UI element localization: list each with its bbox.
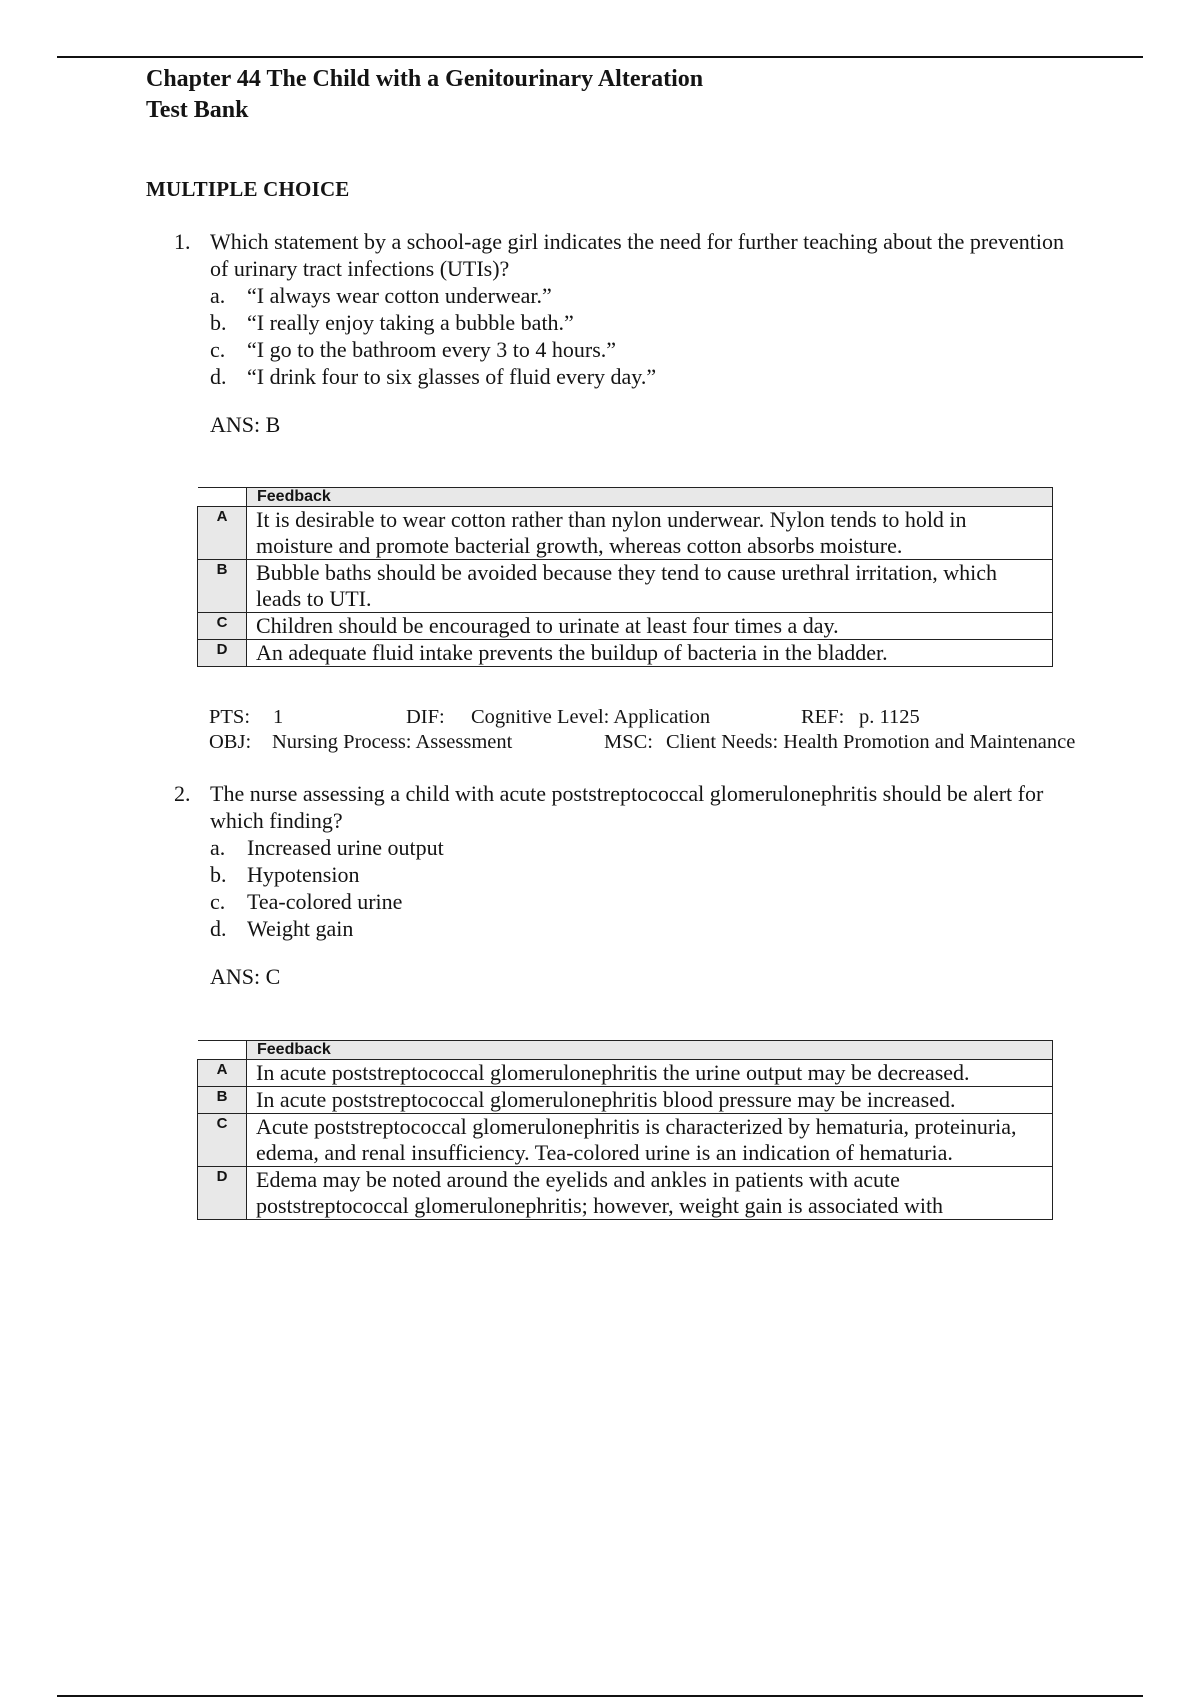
option-letter: b. xyxy=(210,862,227,887)
feedback-letter: B xyxy=(198,1087,247,1114)
question-text: The nurse assessing a child with acute poststreptococcal glomerulonephritis should be alert for which finding? xyxy=(210,781,1044,833)
dif-label: DIF: xyxy=(406,706,445,728)
option-letter: d. xyxy=(210,916,227,941)
obj-value: Nursing Process: Assessment xyxy=(272,731,513,753)
question-number: 1. xyxy=(174,229,191,254)
bottom-rule xyxy=(57,1695,1143,1697)
question-number: 2. xyxy=(174,781,191,806)
option-a xyxy=(210,834,1074,861)
feedback-header-row xyxy=(198,1041,1053,1060)
answer-key: ANS: C xyxy=(210,964,281,989)
feedback-table xyxy=(197,487,1053,667)
option-text: Increased urine output xyxy=(247,835,444,860)
option-letter: b. xyxy=(210,310,227,335)
feedback-header: Feedback xyxy=(247,488,1053,507)
option-b xyxy=(210,861,1074,888)
question-stem xyxy=(174,780,1074,834)
feedback-text: In acute poststreptococcal glomerulonephritis blood pressure may be increased. xyxy=(247,1087,1053,1114)
feedback-letter: D xyxy=(198,1167,247,1220)
ref-value: p. 1125 xyxy=(859,706,920,728)
option-letter: d. xyxy=(210,364,227,389)
option-b xyxy=(210,309,1074,336)
option-c xyxy=(210,336,1074,363)
feedback-letter: D xyxy=(198,640,247,667)
title-line-2: Test Bank xyxy=(146,97,249,123)
option-a xyxy=(210,282,1074,309)
header-blank-cell xyxy=(198,1041,247,1060)
feedback-text: Bubble baths should be avoided because they tend to cause urethral irritation, which leads to UTI. xyxy=(247,560,1053,613)
feedback-letter: C xyxy=(198,613,247,640)
option-letter: c. xyxy=(210,337,226,362)
pts-label: PTS: xyxy=(209,706,251,728)
msc-label: MSC: xyxy=(604,731,653,753)
option-d xyxy=(210,363,1074,390)
option-text: Weight gain xyxy=(247,916,354,941)
feedback-letter: C xyxy=(198,1114,247,1167)
feedback-row-b xyxy=(198,1087,1053,1114)
option-text: Tea-colored urine xyxy=(247,889,403,914)
dif-value: Cognitive Level: Application xyxy=(471,706,711,728)
feedback-table xyxy=(197,1040,1053,1220)
feedback-row-d xyxy=(198,1167,1053,1220)
page-title xyxy=(146,64,703,126)
option-c xyxy=(210,888,1074,915)
feedback-row-c xyxy=(198,1114,1053,1167)
feedback-text: An adequate fluid intake prevents the buildup of bacteria in the bladder. xyxy=(247,640,1053,667)
feedback-row-c xyxy=(198,613,1053,640)
answer-key: ANS: B xyxy=(210,412,281,437)
option-text: “I really enjoy taking a bubble bath.” xyxy=(247,310,574,335)
ref-label: REF: xyxy=(801,706,845,728)
pts-value: 1 xyxy=(273,706,284,728)
feedback-text: In acute poststreptococcal glomerulonephritis the urine output may be decreased. xyxy=(247,1060,1053,1087)
option-text: “I go to the bathroom every 3 to 4 hours.” xyxy=(247,337,617,362)
feedback-row-a xyxy=(198,1060,1053,1087)
title-line-1: Chapter 44 The Child with a Genitourinary Alteration xyxy=(146,66,704,92)
top-rule xyxy=(57,56,1143,58)
feedback-text: It is desirable to wear cotton rather than nylon underwear. Nylon tends to hold in moisture and promote bacterial growth, whereas cotton absorbs moisture. xyxy=(247,507,1053,560)
option-text: “I drink four to six glasses of fluid every day.” xyxy=(247,364,657,389)
feedback-header-row xyxy=(198,488,1053,507)
feedback-row-b xyxy=(198,560,1053,613)
msc-value: Client Needs: Health Promotion and Maintenance xyxy=(666,731,1076,753)
feedback-row-a xyxy=(198,507,1053,560)
feedback-text: Edema may be noted around the eyelids and ankles in patients with acute poststreptococcal glomerulonephritis; however, weight gain is associated with xyxy=(247,1167,1053,1220)
question-1 xyxy=(174,228,1074,390)
option-list xyxy=(210,282,1074,390)
feedback-letter: A xyxy=(198,1060,247,1087)
option-letter: c. xyxy=(210,889,226,914)
feedback-text: Children should be encouraged to urinate at least four times a day. xyxy=(247,613,1053,640)
feedback-row-d xyxy=(198,640,1053,667)
header-blank-cell xyxy=(198,488,247,507)
option-list xyxy=(210,834,1074,942)
feedback-header: Feedback xyxy=(247,1041,1053,1060)
obj-label: OBJ: xyxy=(209,731,252,753)
question-stem xyxy=(174,228,1074,282)
question-2 xyxy=(174,780,1074,942)
feedback-letter: B xyxy=(198,560,247,613)
option-text: “I always wear cotton underwear.” xyxy=(247,283,552,308)
option-letter: a. xyxy=(210,283,226,308)
option-letter: a. xyxy=(210,835,226,860)
section-heading: MULTIPLE CHOICE xyxy=(146,177,350,201)
option-d xyxy=(210,915,1074,942)
feedback-text: Acute poststreptococcal glomerulonephritis is characterized by hematuria, proteinuria, edema, and renal insufficiency. Tea-colored urine is an indication of hematuria. xyxy=(247,1114,1053,1167)
question-text: Which statement by a school-age girl indicates the need for further teaching about the prevention of urinary tract infections (UTIs)? xyxy=(210,229,1065,281)
feedback-letter: A xyxy=(198,507,247,560)
option-text: Hypotension xyxy=(247,862,360,887)
